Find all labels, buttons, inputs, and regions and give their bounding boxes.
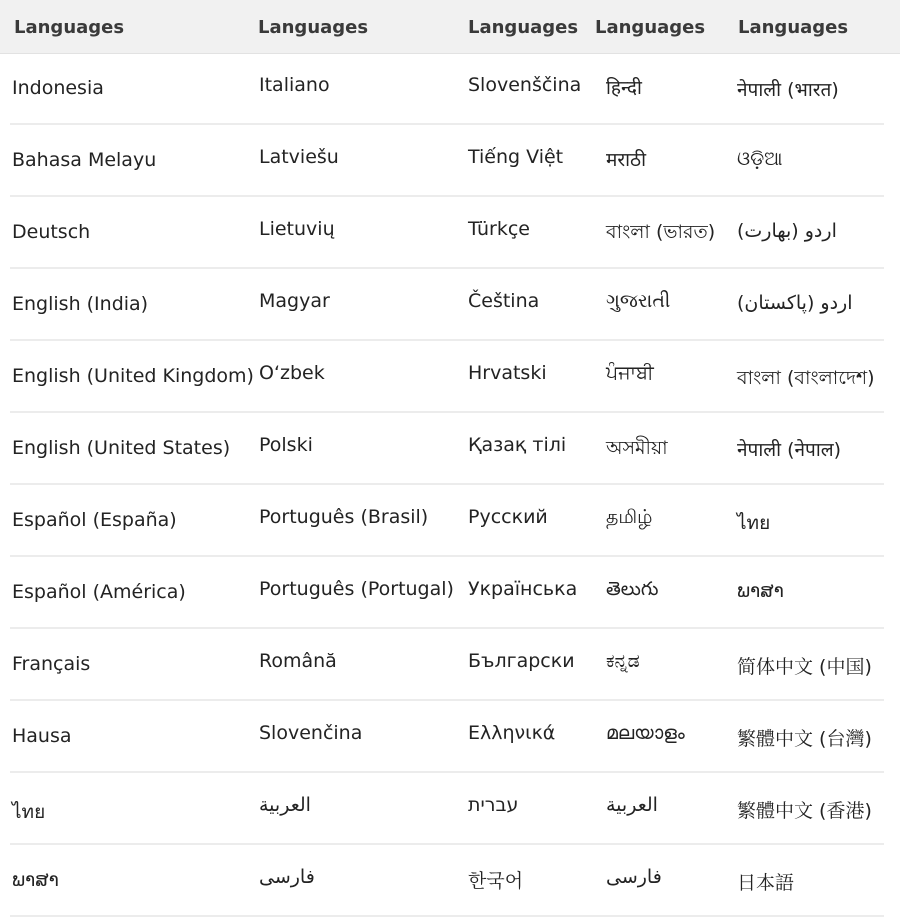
- column-header-languages: Languages: [258, 17, 369, 38]
- language-option[interactable]: English (India): [12, 293, 149, 315]
- language-option[interactable]: Slovenčina: [259, 722, 363, 744]
- language-option[interactable]: Қазақ тілі: [468, 434, 567, 456]
- table-row: [10, 341, 884, 413]
- language-option[interactable]: English (United States): [12, 437, 231, 459]
- language-option[interactable]: Português (Portugal): [259, 578, 454, 600]
- language-option[interactable]: Polski: [259, 434, 313, 456]
- language-option[interactable]: ಕನ್ನಡ: [606, 650, 640, 672]
- language-option[interactable]: English (United Kingdom): [12, 365, 254, 387]
- table-row: [10, 269, 884, 341]
- language-option[interactable]: Português (Brasil): [259, 506, 429, 528]
- table-row: [10, 413, 884, 485]
- table-row: [10, 485, 884, 557]
- language-option[interactable]: Hrvatski: [468, 362, 547, 384]
- language-option[interactable]: Română: [259, 650, 337, 672]
- language-option[interactable]: Español (América): [12, 581, 186, 603]
- language-option[interactable]: 日本語: [737, 872, 795, 894]
- table-row: [10, 197, 884, 269]
- language-option[interactable]: 한국어: [468, 870, 524, 892]
- column-header-languages: Languages: [738, 17, 849, 38]
- table-body: [0, 53, 900, 917]
- language-option[interactable]: Deutsch: [12, 221, 91, 243]
- language-option[interactable]: Tiếng Việt: [468, 146, 564, 168]
- table-header: [0, 0, 900, 54]
- language-option[interactable]: ਪੰਜਾਬੀ: [606, 362, 654, 384]
- language-option[interactable]: বাংলা (ভারত): [606, 221, 716, 243]
- table-row: [10, 629, 884, 701]
- language-option[interactable]: Čeština: [468, 290, 540, 312]
- table-row: [10, 125, 884, 197]
- language-option[interactable]: ไทย: [737, 512, 771, 534]
- language-option[interactable]: فارسی: [259, 866, 315, 888]
- column-header-languages: Languages: [468, 17, 579, 38]
- language-option[interactable]: Hausa: [12, 725, 72, 747]
- column-header-languages: Languages: [595, 17, 706, 38]
- language-option[interactable]: नेपाली (नेपाल): [737, 439, 842, 461]
- language-option[interactable]: Slovenščina: [468, 74, 582, 96]
- language-option[interactable]: O‘zbek: [259, 362, 325, 384]
- language-option[interactable]: ພາສາ: [12, 869, 59, 891]
- language-option[interactable]: العربية: [259, 794, 311, 816]
- language-option[interactable]: 繁體中文 (台灣): [737, 728, 872, 750]
- language-option[interactable]: Magyar: [259, 290, 330, 312]
- language-option[interactable]: অসমীয়া: [606, 437, 668, 459]
- language-option[interactable]: ગુજરાતી: [606, 290, 671, 312]
- language-option[interactable]: اردو (پاکستان): [737, 292, 853, 314]
- language-option[interactable]: தமிழ்: [606, 506, 653, 528]
- language-option[interactable]: Bahasa Melayu: [12, 149, 157, 171]
- language-option[interactable]: मराठी: [606, 149, 647, 171]
- language-option[interactable]: Español (España): [12, 509, 177, 531]
- language-option[interactable]: Русский: [468, 506, 548, 528]
- language-option[interactable]: Български: [468, 650, 575, 672]
- language-option[interactable]: 繁體中文 (香港): [737, 800, 872, 822]
- language-option[interactable]: Français: [12, 653, 91, 675]
- language-option[interactable]: Українська: [468, 578, 578, 600]
- language-option[interactable]: ພາສາ: [737, 580, 784, 602]
- language-option[interactable]: 简体中文 (中国): [737, 656, 872, 678]
- table-row: [10, 557, 884, 629]
- language-option[interactable]: العربية: [606, 794, 658, 816]
- language-option[interactable]: नेपाली (भारत): [737, 79, 839, 101]
- language-option[interactable]: മലയാളം: [606, 722, 685, 744]
- language-option[interactable]: हिन्दी: [606, 77, 642, 99]
- language-option[interactable]: עברית: [468, 794, 519, 816]
- language-option[interactable]: فارسی: [606, 866, 662, 888]
- language-option[interactable]: Italiano: [259, 74, 330, 96]
- language-option[interactable]: ଓଡ଼ିଆ: [737, 148, 783, 170]
- language-option[interactable]: اردو (بھارت): [737, 220, 837, 242]
- column-header-languages: Languages: [14, 17, 125, 38]
- language-option[interactable]: తెలుగు: [606, 578, 659, 600]
- language-option[interactable]: Latviešu: [259, 146, 339, 168]
- language-option[interactable]: Ελληνικά: [468, 722, 556, 744]
- table-row: [10, 845, 884, 917]
- table-row: [10, 53, 884, 125]
- language-option[interactable]: Lietuvių: [259, 218, 335, 240]
- language-option[interactable]: বাংলা (বাংলাদেশ): [737, 367, 875, 389]
- table-row: [10, 701, 884, 773]
- table-row: [10, 773, 884, 845]
- language-option[interactable]: Türkçe: [468, 218, 530, 240]
- language-option[interactable]: Indonesia: [12, 77, 104, 99]
- language-option[interactable]: ไทย: [12, 801, 46, 823]
